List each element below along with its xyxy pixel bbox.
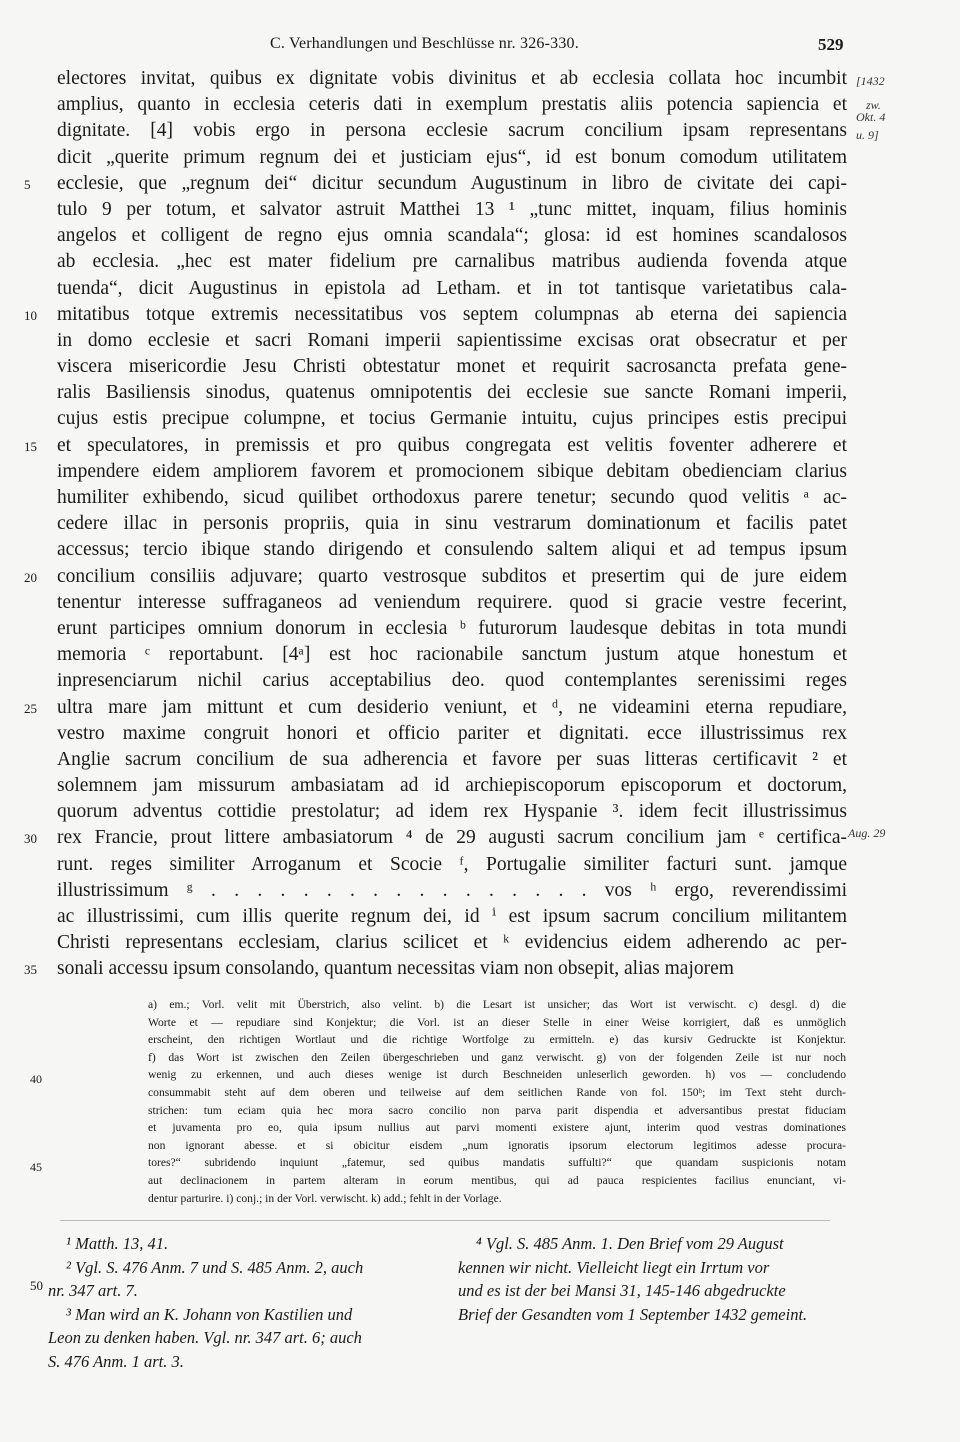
text-line: [57, 197, 847, 223]
apparatus-line: et juvamenta pro eo, quia ipsum nullius aut parvi momenti existere ajunt, interim quod vestras dominationes: [148, 1121, 846, 1135]
main-text-body: [24, 66, 847, 983]
text-line-content: Christi representans ecclesiam, clarius scilicet et ᵏ evidencius eidem adherendo ac per-: [57, 932, 847, 954]
text-line: [24, 825, 847, 851]
text-line-content: impendere eidem ampliorem favorem et promocionem sibique debitam obedienciam clarius: [57, 460, 847, 482]
text-line: [57, 616, 847, 642]
text-line: [57, 406, 847, 432]
text-line: [57, 459, 847, 485]
running-title: C. Verhandlungen und Beschlüsse nr. 326-330.: [270, 35, 579, 52]
apparatus-line: f) das Wort ist zwischen den Zeilen übergeschrieben und ganz verwischt. g) von der folgenden Zeile ist nur noch: [148, 1050, 846, 1064]
apparatus-line: aut declinacionem in partem alteram in eorum mentibus, qui ad pauca respicientes facilius enunciant, vi-: [148, 1173, 846, 1187]
text-line: [57, 537, 847, 563]
footnotes-left-column: [48, 1232, 438, 1373]
text-line: [57, 354, 847, 380]
text-line: [57, 773, 847, 799]
text-line: [24, 433, 847, 459]
margin-date-note: [1432: [856, 74, 885, 88]
text-line-content: tuenda“, dicit Augustinus in epistola ad Letham. et in tot tantisque varietatibus cala-: [57, 277, 847, 299]
page-number: 529: [818, 35, 844, 54]
text-line-content: tulo 9 per totum, et salvator astruit Matthei 13 ¹ „tunc mittet, inquam, filius hominis: [57, 198, 847, 220]
apparatus-line: tores?“ subridendo inquiunt „fatemur, sed quibus mandatis suffulti?“ que quandam suspicionis notam: [148, 1156, 846, 1170]
text-line-content: ab ecclesia. „hec est mater fidelium pre carnalibus matribus audienda fovenda atque: [57, 251, 847, 273]
text-line: [57, 92, 847, 118]
line-number: 25: [24, 700, 37, 716]
text-line: [57, 223, 847, 249]
text-line-content: concilium consiliis adjuvare; quarto vestrosque subditos et presertim qui de jure eidem: [57, 565, 847, 587]
text-line-content: accessus; tercio ibique stando dirigendo et consulendo saltem aliqui et ad tempus ipsum: [57, 539, 847, 561]
line-number: 40: [30, 1072, 42, 1086]
line-number: 15: [24, 438, 37, 454]
text-line-content: et speculatores, in premissis et pro quibus congregata est velitis foventer adherere et: [57, 434, 847, 456]
text-line: [57, 328, 847, 354]
apparatus-line: a) em.; Vorl. velit mit Überstrich, also velint. b) die Lesart ist unsicher; das Wort ist verwischt. c) desgl. d) die: [148, 998, 846, 1011]
text-line-content: mitatibus totque extremis necessitatibus vos septem columpnas ab eterna dei sapiencia: [57, 303, 847, 325]
text-line: [57, 642, 847, 668]
line-number: 30: [24, 831, 37, 847]
text-line: [57, 852, 847, 878]
text-line: [24, 956, 847, 982]
text-line-content: Anglie sacrum concilium de sua adherencia et favore per suas litteras certificavit ² et: [57, 748, 847, 770]
line-number: 10: [24, 307, 37, 323]
text-line-content: viscera misericordie Jesu Christi obtestatur monet et requirit sacrosancta prefata gene-: [57, 356, 847, 378]
text-line: [57, 878, 847, 904]
text-line: [57, 590, 847, 616]
line-number: 45: [30, 1160, 42, 1174]
text-line-content: angelos et colligent de regno ejus omnia scandala“; glosa: id est homines scandalosos: [57, 225, 847, 247]
text-line-content: illustrissimum ᵍ . . . . . . . . . . . . . . . . . vos ʰ ergo, reverendissimi: [57, 879, 847, 901]
text-line-content: in domo ecclesie et sacri Romani imperii sapientissime excisas orat obsecratur et per: [57, 329, 847, 351]
footnote-line: ⁴ Vgl. S. 485 Anm. 1. Den Brief vom 29 August: [476, 1234, 784, 1253]
text-line: [24, 564, 847, 590]
footnote-divider: [60, 1220, 830, 1221]
footnote-line: ² Vgl. S. 476 Anm. 7 und S. 485 Anm. 2, auch: [66, 1257, 364, 1277]
text-line: [57, 511, 847, 537]
text-line: [57, 118, 847, 144]
text-line-content: vestro maxime congruit honori et officio pariter et dignitati. ecce illustrissimus rex: [57, 722, 847, 744]
text-line-content: cedere illac in personis propriis, quia in sinu vestrarum dominationum et facilis patet: [57, 513, 847, 535]
footnote-line: S. 476 Anm. 1 art. 3.: [48, 1351, 184, 1371]
text-line: [24, 302, 847, 328]
footnote-line: ¹ Matth. 13, 41.: [66, 1234, 169, 1253]
text-line: [57, 485, 847, 511]
text-line: [57, 668, 847, 694]
apparatus-line: strichen: tum eciam quia hec mora sacro concilio non parva parit dispendia et adversantibus prestat fiduciam: [148, 1103, 846, 1117]
text-line-content: runt. reges similiter Arroganum et Scocie ᶠ, Portugalie similiter facturi sunt. jamque: [57, 853, 847, 875]
line-number: 20: [24, 569, 37, 585]
text-line-content: humiliter exhibendo, sicud quilibet orthodoxus parere tenetur; secundo quod velitis ᵃ ac-: [57, 487, 847, 508]
margin-date-note: u. 9]: [856, 128, 879, 142]
text-line-content: solemnem jam missurum ambasiatam ad id archiepiscoporum episcoporum et doctorum,: [57, 775, 847, 797]
text-line: [57, 249, 847, 275]
text-line: [57, 145, 847, 171]
margin-date-note: Aug. 29: [848, 826, 886, 840]
text-line: [24, 171, 847, 197]
text-line-content: cujus estis precipue columpne, et tocius Germanie intuitu, cujus principes estis precipui: [57, 408, 847, 430]
text-line-content: ralis Basiliensis sinodus, quatenus omnipotentis dei ecclesie sue sancte Romani imperii,: [57, 382, 847, 404]
text-line-content: rex Francie, prout littere ambasiatorum ⁴ de 29 augusti sacrum concilium jam ᵉ certifica-: [57, 827, 847, 849]
footnote-line: ³ Man wird an K. Johann von Kastilien und: [66, 1304, 353, 1324]
text-line: [24, 695, 847, 721]
text-line: [57, 904, 847, 930]
text-line-content: memoria ᶜ reportabunt. [4ᵃ] est hoc racionabile sanctum justum atque honestum et: [57, 644, 847, 666]
apparatus-line: Worte et — repudiare sind Konjektur; die Vorl. ist an dieser Stelle in einer Weise korrigiert, daß es unmöglich: [148, 1015, 846, 1029]
text-line-content: electores invitat, quibus ex dignitate vobis divinitus et ab ecclesia collata hoc incumbit: [57, 68, 847, 89]
page-header: [0, 35, 960, 59]
text-line-content: inpresenciarum nichil carius acceptabilius deo. quod contemplantes serenissimi reges: [57, 670, 847, 692]
text-line-content: sonali accessu ipsum consolando, quantum necessitas viam non obsepit, alias majorem: [57, 958, 734, 980]
line-number: 5: [24, 176, 31, 192]
text-line: [57, 799, 847, 825]
apparatus-line: non ignorant abesse. et si obicitur eisdem „num ignoratis ipsorum electorum legitimos adesse procura-: [148, 1138, 846, 1152]
text-line-content: amplius, quanto in ecclesia ceteris dati in exemplum prestatis aliis potencia sapiencia et: [57, 94, 847, 116]
footnotes-right-column: [458, 1232, 848, 1326]
text-line-content: erunt participes omnium donorum in ecclesia ᵇ futurorum laudesque debitas in tota mundi: [57, 617, 847, 639]
apparatus-line: dentur parturire. i) conj.; in der Vorl. verwischt. k) add.; fehlt in der Vorlage.: [148, 1191, 502, 1205]
margin-date-note: zw.: [866, 98, 881, 112]
footnote-line: Leon zu denken haben. Vgl. nr. 347 art. 6; auch: [48, 1328, 362, 1347]
footnote-line: Brief der Gesandten vom 1 September 1432 gemeint.: [458, 1304, 808, 1324]
footnote-line: und es ist der bei Mansi 31, 145-146 abgedruckte: [458, 1281, 786, 1300]
text-line-content: ecclesie, que „regnum dei“ dicitur secundum Augustinum in libro de civitate dei capi-: [57, 172, 847, 194]
text-line-content: dicit „querite primum regnum dei et justiciam ejus“, id est bonum comodum utilitatem: [57, 146, 847, 168]
footnote-line: nr. 347 art. 7.: [48, 1281, 138, 1300]
apparatus-line: erscheint, den richtigen Wortlaut und die richtige Wortfolge zu ermitteln. e) das kursiv Gedruckte ist Konjektur.: [148, 1033, 846, 1047]
line-number: 35: [24, 962, 37, 978]
text-line-content: quorum adventus cottidie prestolatur; ad idem rex Hyspanie ³. idem fecit illustrissimus: [57, 801, 847, 823]
text-line-content: ac illustrissimi, cum illis querite regnum dei, id ⁱ est ipsum sacrum concilium militantem: [57, 906, 847, 927]
margin-date-note: Okt. 4: [856, 110, 886, 124]
text-line-content: tenentur interesse suffraganeos ad veniendum requirere. quod si gracie vestre fecerint,: [57, 591, 847, 613]
apparatus-line: consummabit steht auf dem oberen und teilweise auf dem seitlichen Rande von fol. 150ᵇ; im Text steht durch-: [148, 1085, 846, 1099]
text-line-content: ultra mare jam mittunt et cum desiderio veniunt, et ᵈ, ne videamini eterna repudiare,: [57, 696, 847, 718]
text-line: [57, 380, 847, 406]
text-line: [57, 747, 847, 773]
apparatus-line: wenig zu erkennen, und auch dieses wenige ist durch Beschneiden unleserlich geworden. h) vos — concludendo: [148, 1068, 846, 1082]
text-line-content: dignitate. [4] vobis ergo in persona ecclesie sacrum concilium ipsam representans: [57, 120, 847, 142]
footnote-line: kennen wir nicht. Vielleicht liegt ein Irrtum vor: [458, 1257, 770, 1277]
text-line: [57, 930, 847, 956]
critical-apparatus: [148, 996, 846, 1207]
line-number: 50: [30, 1278, 43, 1293]
text-line: [57, 721, 847, 747]
text-line: [57, 66, 847, 92]
text-line: [57, 276, 847, 302]
